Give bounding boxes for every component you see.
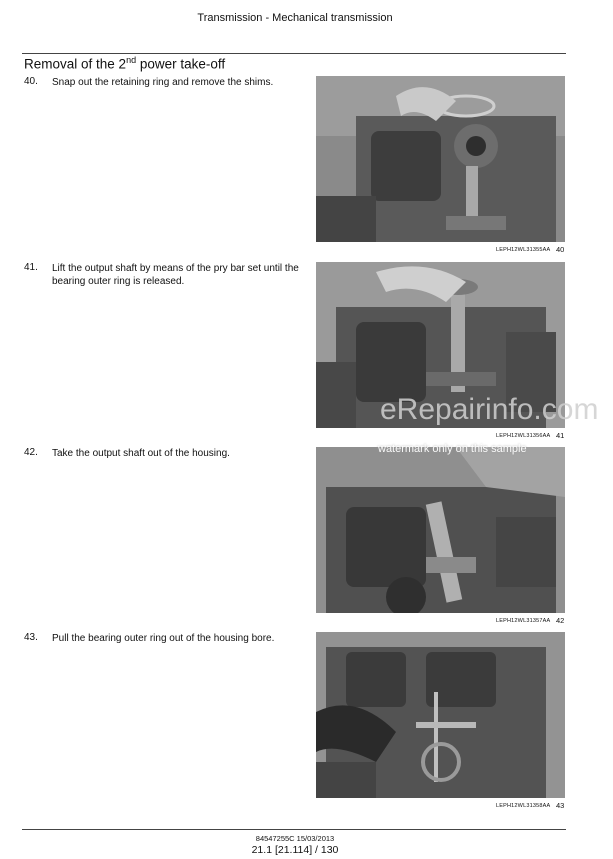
figure-caption: LEPH12WL31355AA [496,247,551,253]
figure-caption: LEPH12WL31357AA [496,618,551,624]
step-number: 40. [24,76,38,87]
figure-number: 43 [556,801,565,810]
section-title-main: Removal of the 2 [24,56,127,72]
figure-caption: LEPH12WL31358AA [496,803,551,809]
step-text: Pull the bearing outer ring out of the housing bore. [52,633,275,644]
figure-number: 40 [556,245,565,254]
figure-number: 42 [556,616,565,625]
step-text: Lift the output shaft by means of the pry bar set until the bearing outer ring is released. [52,263,299,287]
step-photo [316,447,565,613]
watermark-note: watermark only on this sample [378,443,527,455]
step-photo [316,632,565,798]
step-number: 41. [24,262,38,273]
step-text: Snap out the retaining ring and remove the shims. [52,77,274,88]
footer-doc-reference: 84547255C 15/03/2013 [255,834,335,843]
figure-number: 41 [556,431,565,440]
section-title-superscript: nd [126,55,137,65]
step-text: Take the output shaft out of the housing. [52,448,230,459]
watermark-brand: eRepairinfo.com [380,393,599,426]
step-photo [316,76,565,242]
header-rule [22,53,566,54]
step-number: 42. [24,447,38,458]
footer-rule [22,829,566,830]
section-title [24,55,225,72]
step-number: 43. [24,632,38,643]
page-header-title: Transmission - Mechanical transmission [197,12,393,24]
figure-caption: LEPH12WL31356AA [496,433,551,439]
footer-page-reference: 21.1 [21.114] / 130 [251,844,339,856]
section-title-end: power take-off [136,56,226,72]
